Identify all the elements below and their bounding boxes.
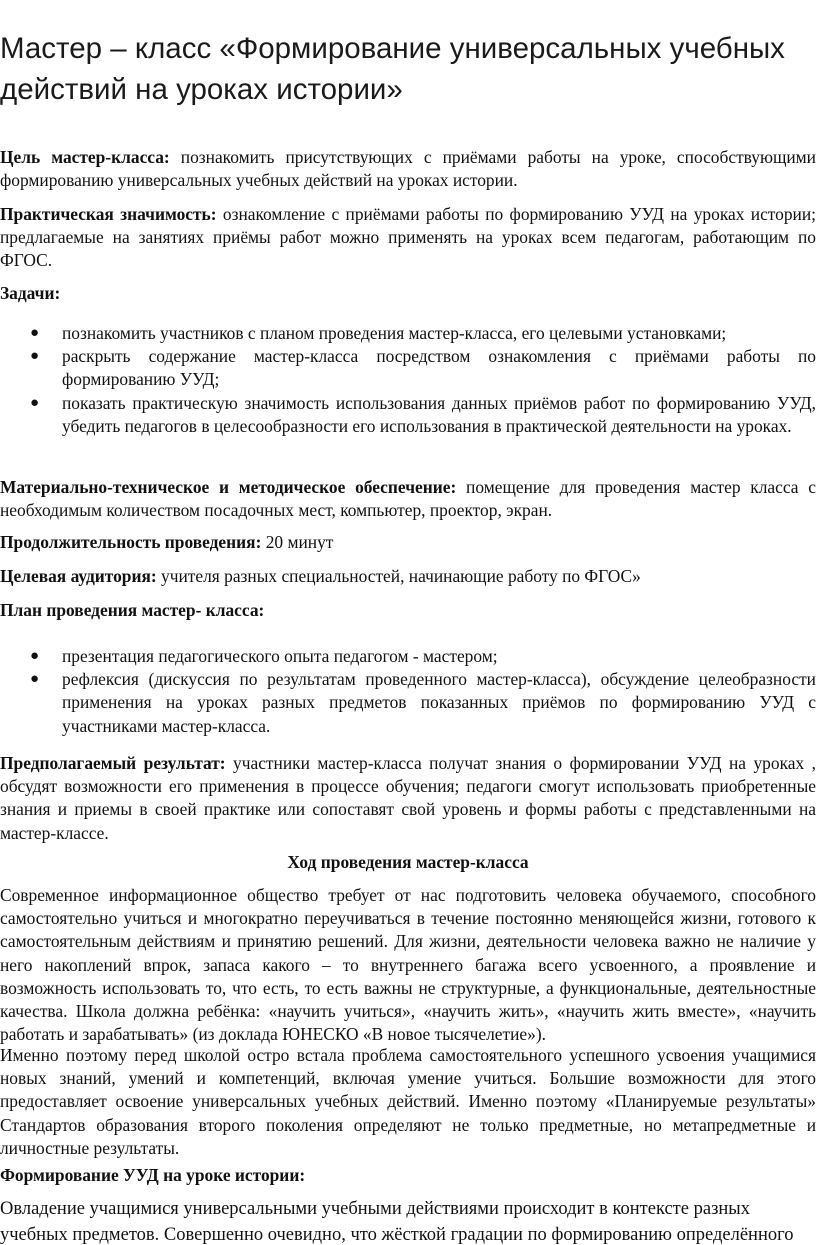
tasks-heading: Задачи:: [0, 283, 61, 303]
intro-paragraph: Современное информационное общество требует от нас подготовить человека обучаемого, способного самостоятельно учиться и многократно переучиваться в течение постоянно меняющейся жизни, готового к самостоятельным действиям и принятию решений. Для жизни, деятельности человека важно не наличие у него накоплений впрок, запаса какого – то внутреннего багажа всего усвоенного, а проявление и возможность использовать то, что есть, то есть важны не структурные, а функциональные, деятельностные качества. Школа должна ребёнка: «научить учиться», «научить жить», «научить жить вместе», «научить работать и зарабатывать» (из доклада ЮНЕСКО «В новое тысячелетие»).: [0, 885, 816, 1045]
list-item: ● раскрыть содержание мастер-класса посредством ознакомления с приёмами работы по формированию УУД;: [30, 346, 816, 390]
problem-paragraph: Именно поэтому перед школой остро встала проблема самостоятельного успешного усвоения учащимися новых знаний, умений и компетенций, включая умение учиться. Большие возможности для этого предоставляет освоение универсальных учебных действий. Именно поэтому «Планируемые результаты» Стандартов образования второго поколения определяют не только предметные, но метапредметные и личностные результаты.: [0, 1045, 816, 1158]
uud-heading: Формирование УУД на уроке истории:: [0, 1165, 306, 1185]
bullet-icon: ●: [30, 671, 40, 688]
bullet-icon: ●: [30, 394, 40, 411]
goal-paragraph: [0, 146, 816, 192]
bullet-icon: ●: [30, 648, 40, 664]
practical-label: Практическая значимость:: [0, 204, 217, 224]
equipment-label: Материально-техническое и методическое обеспечение:: [0, 477, 457, 497]
goal-label: Цель мастер-класса:: [0, 147, 170, 167]
practical-paragraph: [0, 203, 816, 273]
audience-label: Целевая аудитория:: [0, 566, 157, 586]
result-paragraph: [0, 752, 816, 845]
duration-label: Продолжительность проведения:: [0, 532, 262, 552]
result-label: Предполагаемый результат:: [0, 753, 226, 773]
list-item: ● презентация педагогического опыта педагогом - мастером;: [0, 645, 816, 668]
bullet-icon: ●: [30, 325, 40, 341]
audience-paragraph: [0, 565, 816, 588]
result-text: участники мастер-класса получат знания о формировании УУД на уроках , обсудят возможности его применения в процессе обучения; педагоги смогут использовать приобретенные знания и приемы в своей практике или сопоставят свой уровень и формы работы с представленными на мастер-классе.: [0, 753, 816, 843]
goal-text: познакомить присутствующих с приёмами работы на уроке, способствующими формированию универсальных учебных действий на уроках истории.: [0, 147, 816, 191]
list-item: ● показать практическую значимость использования данных приёмов работ по формированию УУД, убедить педагогов в целесообразности его использования в практической деятельности на уроках.: [30, 392, 816, 436]
uud-paragraph: Овладение учащимися универсальными учебными действиями происходит в контексте разных учебных предметов. Совершенно очевидно, что жёсткой градации по формированию определённого: [0, 1199, 794, 1245]
equipment-paragraph: [0, 476, 816, 522]
course-heading: Ход проведения мастер-класса: [287, 852, 529, 872]
equipment-text: помещение для проведения мастер класса с необходимым количеством посадочных мест, компьютер, проектор, экран.: [0, 477, 816, 521]
bullet-icon: ●: [30, 348, 40, 365]
duration-text: 20 минут: [261, 532, 334, 552]
page-title: Мастер – класс «Формирование универсальных учебных действий на уроках истории»: [0, 32, 785, 106]
audience-text: учителя разных специальностей, начинающие работу по ФГОС»: [156, 566, 641, 586]
plan-list: [0, 645, 816, 738]
tasks-list: [0, 322, 816, 438]
plan-heading: План проведения мастер- класса:: [0, 600, 265, 620]
list-item: ● познакомить участников с планом проведения мастер-класса, его целевыми установками;: [0, 322, 816, 345]
duration-paragraph: [0, 531, 816, 554]
list-item: ● рефлексия (дискуссия по результатам проведенного мастер-класса), обсуждение целеобразности применения на уроках разных предметов показанных приёмов по формированию УУД с участниками мастер-класса.: [30, 669, 816, 736]
practical-text: ознакомление с приёмами работы по формированию УУД на уроках истории; предлагаемые на занятиях приёмы работ можно применять на уроках всем педагогам, работающим по ФГОС.: [0, 204, 816, 271]
